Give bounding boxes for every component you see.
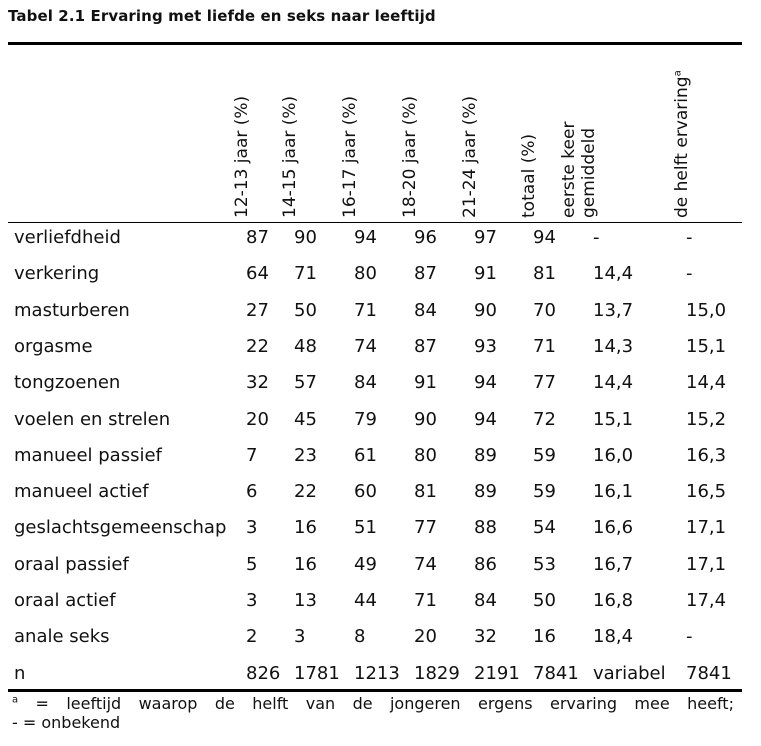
table-cell: 88 xyxy=(474,517,497,539)
table-cell: 13 xyxy=(294,590,317,611)
table-row xyxy=(0,619,761,655)
table-cell: 94 xyxy=(474,372,497,394)
table-row xyxy=(0,547,761,583)
footnote-word: waarop xyxy=(138,694,198,713)
column-header-line: 12-13 jaar (%) xyxy=(232,95,252,218)
table-cell: 80 xyxy=(414,444,437,466)
table-cell: 71 xyxy=(414,590,437,611)
column-header-line: eerste keer xyxy=(559,121,579,218)
table-cell: 27 xyxy=(246,299,269,321)
table-cell: 54 xyxy=(533,517,556,539)
row-label: tongzoenen xyxy=(14,372,121,394)
table-cell: 16,3 xyxy=(686,444,727,466)
table-cell: 14,4 xyxy=(593,263,634,285)
table-cell: 94 xyxy=(474,408,497,430)
table-cell: 826 xyxy=(246,662,281,684)
table-cell: 59 xyxy=(533,444,556,466)
table-cell: 89 xyxy=(474,481,497,503)
table-cell: 2 xyxy=(246,626,258,648)
footnote-word: jongeren xyxy=(389,694,461,713)
table-cell: 7841 xyxy=(533,662,579,684)
table-cell: 60 xyxy=(354,481,377,503)
column-header-label xyxy=(280,96,300,218)
table-cell: 32 xyxy=(474,626,497,648)
table-cell: 22 xyxy=(246,335,269,357)
table-cell: 17,1 xyxy=(686,517,727,539)
table-cell: 51 xyxy=(354,517,377,539)
table-cell: 22 xyxy=(294,481,317,503)
table-cell: 70 xyxy=(533,299,556,321)
footnote-word: leeftijd xyxy=(66,694,122,713)
table-cell: 84 xyxy=(474,590,497,611)
table-cell: 86 xyxy=(474,553,497,575)
table-row xyxy=(0,510,761,546)
footnote-word: de xyxy=(352,694,373,713)
table-cell: 50 xyxy=(294,299,317,321)
table-cell: 16,0 xyxy=(593,444,634,466)
table-cell: 81 xyxy=(414,481,437,503)
table-cell: 94 xyxy=(533,227,556,248)
table-cell: 44 xyxy=(354,590,377,611)
row-label: orgasme xyxy=(14,335,93,357)
table-cell: 48 xyxy=(294,335,317,357)
table-cell: 16,6 xyxy=(593,517,634,539)
table-cell: 14,3 xyxy=(593,335,634,357)
column-header-label xyxy=(460,96,480,218)
table-cell: 77 xyxy=(533,372,556,394)
table-row xyxy=(0,402,761,438)
table-cell: 15,2 xyxy=(686,408,727,430)
row-label: manueel passief xyxy=(14,444,162,466)
table-cell: 91 xyxy=(474,263,497,285)
table-cell: 77 xyxy=(414,517,437,539)
footnote-word: ergens xyxy=(477,694,533,713)
table-cell: 94 xyxy=(354,227,377,248)
table-cell: 49 xyxy=(354,553,377,575)
table-cell: 16 xyxy=(294,517,317,539)
row-label: oraal actief xyxy=(14,590,116,611)
table-cell: 81 xyxy=(533,263,556,285)
footnote-word: van xyxy=(305,694,336,713)
table-row xyxy=(0,474,761,510)
row-label: manueel actief xyxy=(14,481,149,503)
table-cell: 15,0 xyxy=(686,299,727,321)
table-row xyxy=(0,329,761,365)
bottom-rule xyxy=(8,689,742,692)
table-cell: 20 xyxy=(414,626,437,648)
table-row xyxy=(0,256,761,292)
footnote-word: mee xyxy=(634,694,670,713)
footnote-word: = xyxy=(35,694,49,713)
table-cell: 8 xyxy=(354,626,366,648)
table-row xyxy=(0,656,761,692)
table-cell: 20 xyxy=(246,408,269,430)
table-cell: 18,4 xyxy=(593,626,634,648)
table-cell: 6 xyxy=(246,481,258,503)
table-cell: 3 xyxy=(246,590,258,611)
table-cell: 17,4 xyxy=(686,590,727,611)
table-cell: 16 xyxy=(533,626,556,648)
table-cell: 59 xyxy=(533,481,556,503)
footnote-marker-letter: a xyxy=(12,694,19,706)
row-label: verkering xyxy=(14,263,100,285)
table-row xyxy=(0,220,761,256)
table-row xyxy=(0,438,761,474)
table-cell: 61 xyxy=(354,444,377,466)
table-cell: 71 xyxy=(294,263,317,285)
table-cell: 15,1 xyxy=(593,408,634,430)
table-cell: 84 xyxy=(354,372,377,394)
table-cell: 16,1 xyxy=(593,481,634,503)
table-cell: 14,4 xyxy=(593,372,634,394)
table-cell: 2191 xyxy=(474,662,520,684)
table-cell: 71 xyxy=(533,335,556,357)
column-header-line: 14-15 jaar (%) xyxy=(280,95,300,218)
table-cell: 1781 xyxy=(294,662,340,684)
table-cell: 16,5 xyxy=(686,481,727,503)
table-cell: 96 xyxy=(414,227,437,248)
table-cell: 16,8 xyxy=(593,590,634,611)
table-cell: 90 xyxy=(474,299,497,321)
table-cell: 72 xyxy=(533,408,556,430)
table-cell: 14,4 xyxy=(686,372,727,394)
row-label: masturberen xyxy=(14,299,130,321)
table-row xyxy=(0,365,761,401)
row-label: oraal passief xyxy=(14,553,129,575)
table-cell: 74 xyxy=(414,553,437,575)
footnote-word: heeft; xyxy=(687,694,734,713)
table-cell: 16 xyxy=(294,553,317,575)
table-cell: 89 xyxy=(474,444,497,466)
table-cell: 71 xyxy=(354,299,377,321)
footnote-line-2: - = onbekend xyxy=(12,713,121,732)
table-cell: 57 xyxy=(294,372,317,394)
table-cell: - xyxy=(686,227,693,248)
column-header-line: 21-24 jaar (%) xyxy=(460,95,480,218)
table-cell: 74 xyxy=(354,335,377,357)
footnote-marker: a xyxy=(672,70,684,77)
table-row xyxy=(0,293,761,329)
column-header-line: totaal (%) xyxy=(519,133,539,218)
table-cell: 13,7 xyxy=(593,299,634,321)
table-cell: 87 xyxy=(246,227,269,248)
table-title: Tabel 2.1 Ervaring met liefde en seks naar leeftijd xyxy=(8,7,436,25)
table-cell: - xyxy=(593,227,600,248)
table-cell: 50 xyxy=(533,590,556,611)
table-cell: 90 xyxy=(294,227,317,248)
table-cell: 32 xyxy=(246,372,269,394)
row-label: voelen en strelen xyxy=(14,408,171,430)
table-cell: 93 xyxy=(474,335,497,357)
row-label: anale seks xyxy=(14,626,110,648)
row-label: verliefdheid xyxy=(14,227,121,248)
column-header-label xyxy=(340,96,360,218)
table-cell: 3 xyxy=(246,517,258,539)
table-cell: 90 xyxy=(414,408,437,430)
column-header-label xyxy=(559,122,599,218)
column-header-label xyxy=(519,134,539,218)
table-cell: 91 xyxy=(414,372,437,394)
table-cell: 87 xyxy=(414,263,437,285)
table-cell: 87 xyxy=(414,335,437,357)
table-cell: - xyxy=(686,626,693,648)
table-cell: 17,1 xyxy=(686,553,727,575)
table-cell: 7 xyxy=(246,444,258,466)
table-cell: 64 xyxy=(246,263,269,285)
table-cell: 45 xyxy=(294,408,317,430)
column-header-line: gemiddeld xyxy=(579,127,599,218)
column-header-label xyxy=(400,96,420,218)
row-label: n xyxy=(14,662,26,684)
table-cell: 84 xyxy=(414,299,437,321)
footnote-word: ervaring xyxy=(550,694,618,713)
table-cell: 23 xyxy=(294,444,317,466)
table-cell: 79 xyxy=(354,408,377,430)
table-cell: 1829 xyxy=(414,662,460,684)
top-rule xyxy=(8,42,742,45)
table-cell: 3 xyxy=(294,626,306,648)
table-cell: 1213 xyxy=(354,662,400,684)
table-cell: 15,1 xyxy=(686,335,727,357)
column-header-line: de helft ervaring$^a$ xyxy=(672,70,692,218)
footnote xyxy=(12,694,734,732)
column-header-label xyxy=(672,70,692,218)
column-header-line: 18-20 jaar (%) xyxy=(400,95,420,218)
footnote-word: helft xyxy=(252,694,289,713)
table-cell: 53 xyxy=(533,553,556,575)
table-cell: 16,7 xyxy=(593,553,634,575)
table-cell: 97 xyxy=(474,227,497,248)
table-cell: 7841 xyxy=(686,662,732,684)
table-cell: variabel xyxy=(593,662,666,684)
table-row xyxy=(0,583,761,619)
row-label: geslachtsgemeenschap xyxy=(14,517,227,539)
column-header-label xyxy=(232,96,252,218)
footnote-marker xyxy=(12,694,18,713)
table-cell: - xyxy=(686,263,693,285)
table-cell: 5 xyxy=(246,553,258,575)
footnote-line-1 xyxy=(12,694,734,713)
column-header-line: 16-17 jaar (%) xyxy=(340,95,360,218)
footnote-word: de xyxy=(214,694,235,713)
table-cell: 80 xyxy=(354,263,377,285)
